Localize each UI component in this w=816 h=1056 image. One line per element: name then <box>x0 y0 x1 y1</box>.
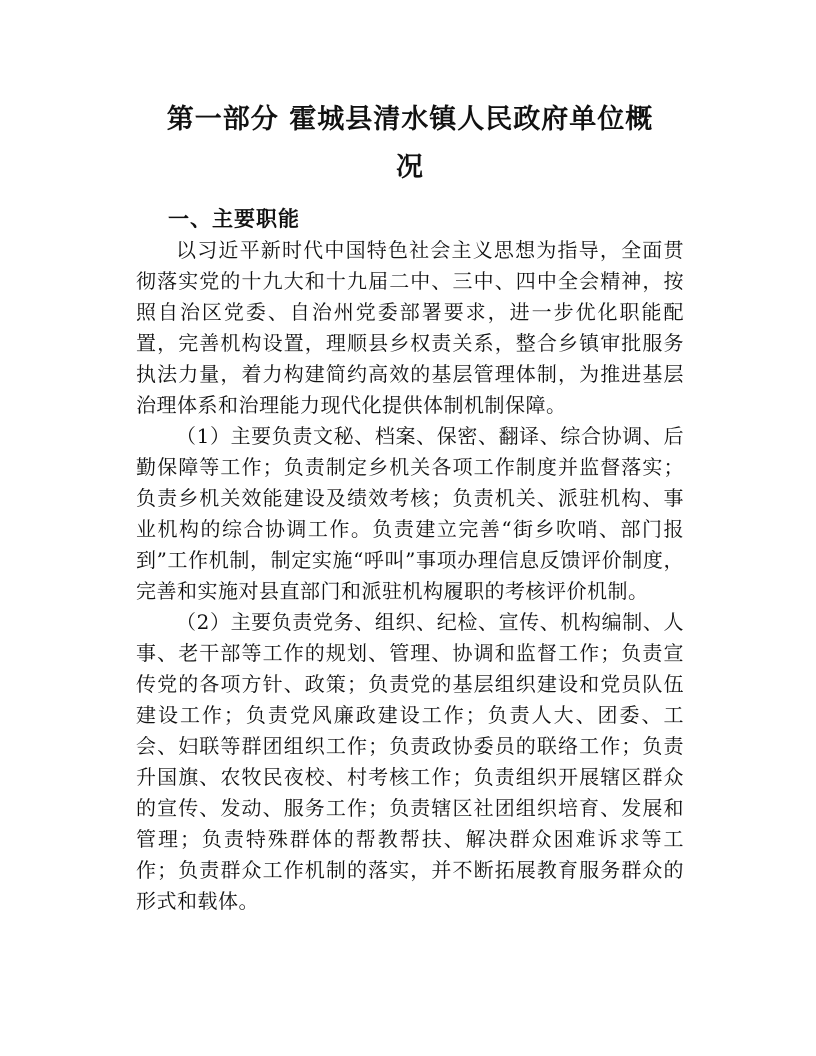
paragraph-guiding-principles: 以习近平新时代中国特色社会主义思想为指导，全面贯彻落实党的十九大和十九届二中、三中、四中全会精神，按照自治区党委、自治州党委部署要求，进一步优化职能配置，完善机构设置，理顺县乡权责关系，整合乡镇审批服务执法力量，着力构建简约高效的基层管理体制，为推进基层治理体系和治理能力现代化提供体制机制保障。 <box>136 238 684 417</box>
section-heading-main-functions: 一、主要职能 <box>168 207 300 231</box>
document-body <box>136 235 684 917</box>
paragraph-function-1: （1）主要负责文秘、档案、保密、翻译、综合协调、后勤保障等工作；负责制定乡机关各项工作制度并监督落实；负责乡机关效能建设及绩效考核；负责机关、派驻机构、事业机构的综合协调工作。负责建立完善“街乡吹哨、部门报到”工作机制，制定实施“呼叫”事项办理信息反馈评价制度，完善和实施对县直部门和派驻机构履职的考核评价机制。 <box>136 424 684 603</box>
paragraph-function-2: （2）主要负责党务、组织、纪检、宣传、机构编制、人事、老干部等工作的规划、管理、协调和监督工作；负责宣传党的各项方针、政策；负责党的基层组织建设和党员队伍建设工作；负责党风廉政建设工作；负责人大、团委、工会、妇联等群团组织工作；负责政协委员的联络工作；负责升国旗、农牧民夜校、村考核工作；负责组织开展辖区群众的宣传、发动、服务工作；负责辖区社团组织培育、发展和管理；负责特殊群体的帮教帮扶、解决群众困难诉求等工作；负责群众工作机制的落实，并不断拓展教育服务群众的形式和载体。 <box>136 610 684 913</box>
page-title-line-1: 第一部分 霍城县清水镇人民政府单位概 <box>166 104 654 135</box>
page-title-line-2: 况 <box>396 152 424 183</box>
